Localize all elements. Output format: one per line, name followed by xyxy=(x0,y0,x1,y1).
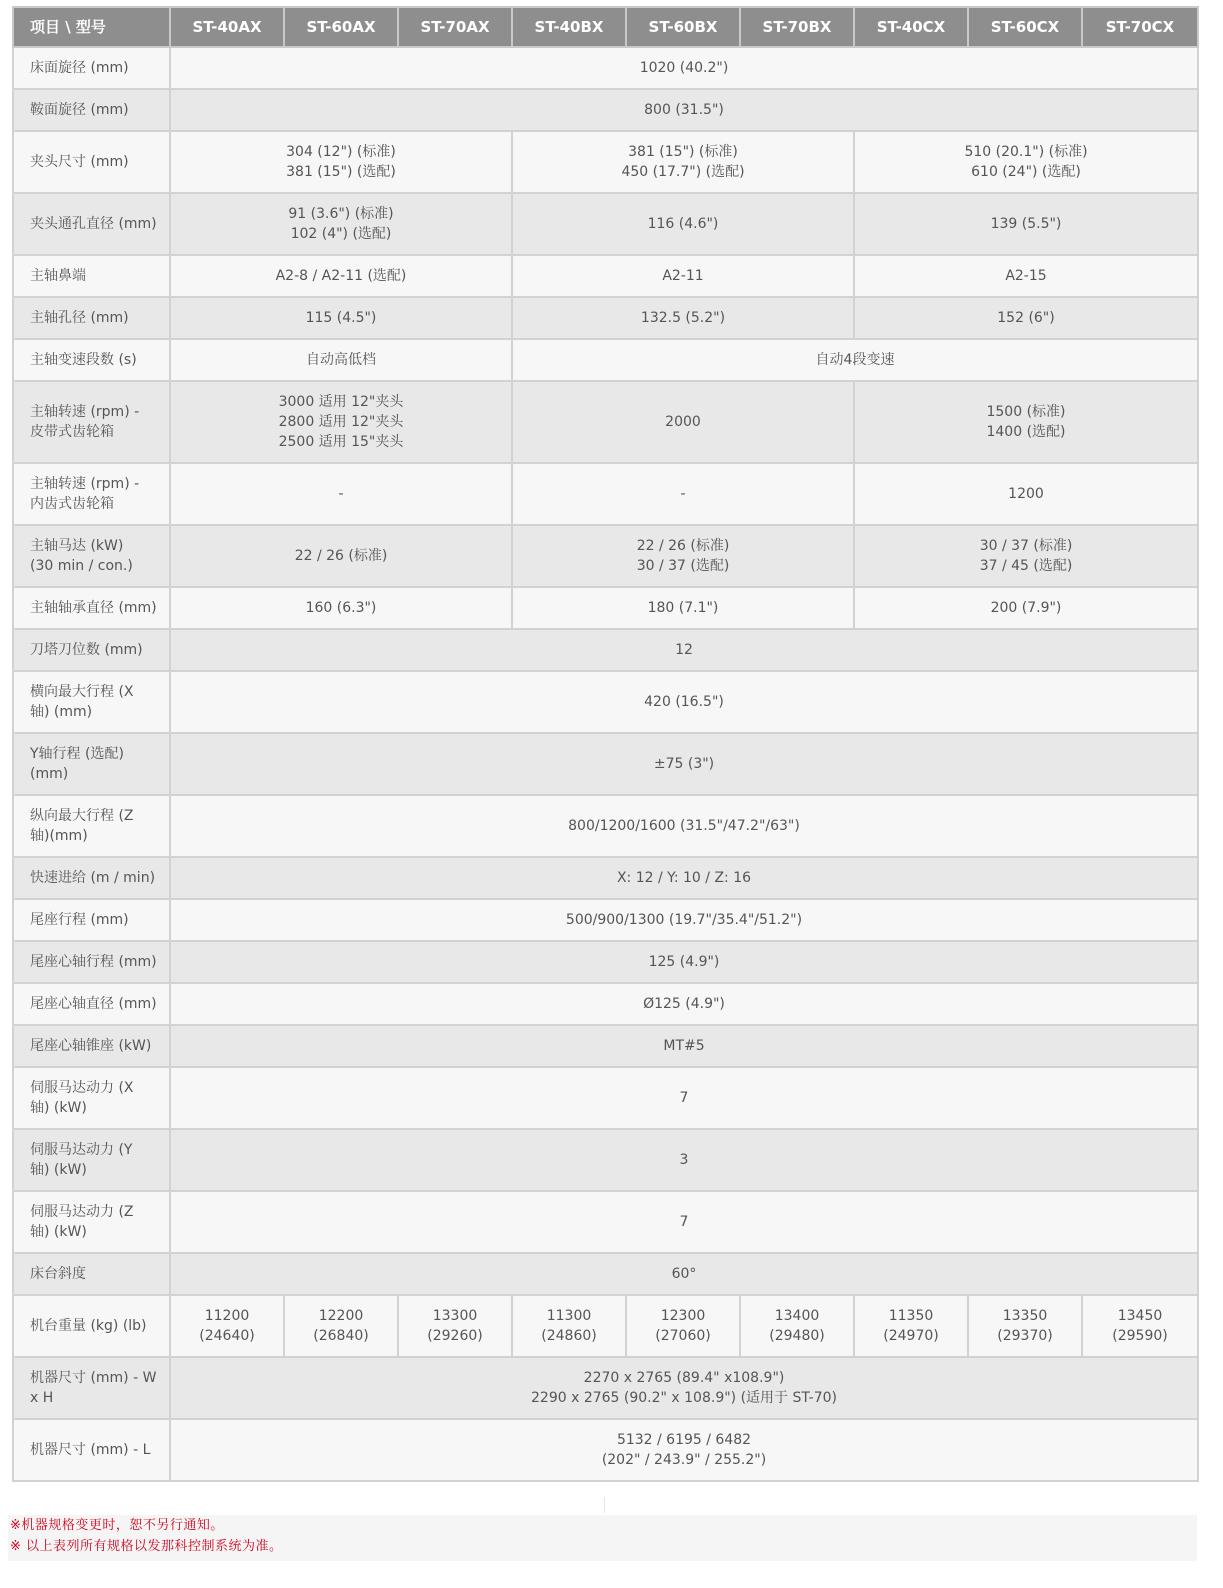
row-label-text: 主轴转速 (rpm) - 皮带式齿轮箱 xyxy=(30,404,140,440)
spec-value-cell xyxy=(170,47,1198,89)
table-row xyxy=(13,1357,1198,1419)
row-label xyxy=(13,1253,170,1295)
spec-value-text: - xyxy=(680,486,686,502)
spec-value-text: 200 (7.9") xyxy=(990,600,1062,616)
row-label-text: 伺服马达动力 (Z 轴) (kW) xyxy=(30,1204,134,1240)
corner-header: 项目 \ 型号 xyxy=(13,7,170,47)
row-label-text: 尾座心轴锥座 (kW) xyxy=(30,1038,152,1054)
spec-value-cell xyxy=(398,1295,512,1357)
spec-value-cell xyxy=(854,1295,968,1357)
spec-value-text: Ø125 (4.9") xyxy=(643,996,725,1012)
row-label xyxy=(13,131,170,193)
spec-value-cell xyxy=(968,1295,1082,1357)
spec-value-text: 13300 (29260) xyxy=(427,1308,483,1344)
spec-value-cell xyxy=(170,1419,1198,1481)
spec-value-text: MT#5 xyxy=(663,1038,705,1054)
spec-value-cell xyxy=(170,1191,1198,1253)
model-header-st-60cx: ST-60CX xyxy=(968,7,1082,47)
spec-value-cell xyxy=(170,1129,1198,1191)
spec-value-text: 800 (31.5") xyxy=(644,102,724,118)
spec-value-text: 7 xyxy=(679,1214,689,1230)
table-header xyxy=(13,7,1198,47)
model-header-st-40ax: ST-40AX xyxy=(170,7,284,47)
table-row xyxy=(13,899,1198,941)
row-label-text: 伺服马达动力 (Y 轴) (kW) xyxy=(30,1142,133,1178)
table-row xyxy=(13,89,1198,131)
spec-value-text: 510 (20.1") (标准) 610 (24") (选配) xyxy=(964,144,1088,180)
spec-value-cell xyxy=(170,795,1198,857)
spec-value-text: 500/900/1300 (19.7"/35.4"/51.2") xyxy=(565,912,803,928)
spec-value-cell xyxy=(854,463,1198,525)
spec-value-cell xyxy=(512,381,854,463)
row-label xyxy=(13,193,170,255)
table-row xyxy=(13,1253,1198,1295)
table-row xyxy=(13,795,1198,857)
spec-value-cell xyxy=(854,525,1198,587)
row-label xyxy=(13,1357,170,1419)
model-header-st-40bx: ST-40BX xyxy=(512,7,626,47)
row-label xyxy=(13,255,170,297)
spec-value-text: 30 / 37 (标准) 37 / 45 (选配) xyxy=(979,538,1073,574)
row-label-text: 尾座心轴直径 (mm) xyxy=(30,996,157,1012)
row-label xyxy=(13,671,170,733)
spec-value-cell xyxy=(170,339,512,381)
spec-value-cell xyxy=(512,463,854,525)
table-row xyxy=(13,1129,1198,1191)
row-label xyxy=(13,1191,170,1253)
row-label xyxy=(13,463,170,525)
spec-value-cell xyxy=(512,587,854,629)
spec-value-text: 800/1200/1600 (31.5"/47.2"/63") xyxy=(568,818,800,834)
row-label xyxy=(13,1129,170,1191)
spec-value-cell xyxy=(170,733,1198,795)
table-row xyxy=(13,381,1198,463)
spec-value-text: 3000 适用 12"夹头 2800 适用 12"夹头 2500 适用 15"夹头 xyxy=(278,394,404,450)
spec-value-text: 381 (15") (标准) 450 (17.7") (选配) xyxy=(621,144,745,180)
table-row xyxy=(13,463,1198,525)
spec-value-cell xyxy=(854,255,1198,297)
spec-value-cell xyxy=(512,193,854,255)
spec-value-cell xyxy=(170,525,512,587)
table-row xyxy=(13,733,1198,795)
row-label xyxy=(13,1419,170,1481)
row-label xyxy=(13,899,170,941)
table-row xyxy=(13,629,1198,671)
spec-value-cell xyxy=(170,1253,1198,1295)
row-label xyxy=(13,47,170,89)
spec-value-cell xyxy=(512,131,854,193)
row-label-text: 刀塔刀位数 (mm) xyxy=(30,642,143,658)
spec-value-text: 5132 / 6195 / 6482 (202" / 243.9" / 255.2") xyxy=(601,1432,767,1468)
spec-value-text: 116 (4.6") xyxy=(647,216,719,232)
spec-value-text: 125 (4.9") xyxy=(648,954,720,970)
table-row xyxy=(13,47,1198,89)
spec-value-text: A2-8 / A2-11 (选配) xyxy=(275,268,407,284)
spec-value-cell xyxy=(170,899,1198,941)
spec-value-text: 180 (7.1") xyxy=(647,600,719,616)
spec-value-cell xyxy=(170,297,512,339)
model-header-st-70bx: ST-70BX xyxy=(740,7,854,47)
spec-value-cell xyxy=(170,941,1198,983)
spec-value-text: 22 / 26 (标准) 30 / 37 (选配) xyxy=(636,538,730,574)
row-label-text: 床台斜度 xyxy=(30,1266,86,1282)
spec-value-text: 160 (6.3") xyxy=(305,600,377,616)
table-row xyxy=(13,255,1198,297)
spec-value-cell xyxy=(170,381,512,463)
row-label xyxy=(13,381,170,463)
spec-value-text: 13400 (29480) xyxy=(769,1308,825,1344)
row-label-text: 主轴转速 (rpm) - 内齿式齿轮箱 xyxy=(30,476,140,512)
spec-value-text: 11350 (24970) xyxy=(883,1308,939,1344)
spec-value-text: 22 / 26 (标准) xyxy=(294,548,388,564)
footnote-fanuc: ※ 以上表列所有规格以发那科控制系统为准。 xyxy=(10,1539,283,1554)
row-label-text: 机器尺寸 (mm) - L xyxy=(30,1442,151,1458)
spec-value-text: 12200 (26840) xyxy=(313,1308,369,1344)
spec-value-text: 1020 (40.2") xyxy=(639,60,729,76)
spec-value-cell xyxy=(626,1295,740,1357)
spec-value-text: 139 (5.5") xyxy=(990,216,1062,232)
spec-value-cell xyxy=(170,255,512,297)
spec-value-cell xyxy=(854,131,1198,193)
row-label xyxy=(13,1025,170,1067)
spec-table xyxy=(12,6,1199,1482)
spec-value-text: 自动高低档 xyxy=(306,352,376,368)
table-row xyxy=(13,941,1198,983)
row-label-text: 尾座心轴行程 (mm) xyxy=(30,954,157,970)
spec-value-text: X: 12 / Y: 10 / Z: 16 xyxy=(616,870,752,886)
model-header-st-70cx: ST-70CX xyxy=(1082,7,1198,47)
row-label xyxy=(13,89,170,131)
footnote-spec-change: ※机器规格变更时，恕不另行通知。 xyxy=(10,1518,224,1533)
spec-value-cell xyxy=(854,297,1198,339)
spec-value-text: 7 xyxy=(679,1090,689,1106)
row-label-text: 主轴马达 (kW) (30 min / con.) xyxy=(30,538,133,574)
spec-value-text: 1500 (标准) 1400 (选配) xyxy=(986,404,1066,440)
row-label xyxy=(13,1067,170,1129)
row-label xyxy=(13,733,170,795)
spec-value-text: ±75 (3") xyxy=(653,756,715,772)
row-label xyxy=(13,629,170,671)
spec-value-cell xyxy=(170,587,512,629)
spec-value-cell xyxy=(1082,1295,1198,1357)
table-row xyxy=(13,1025,1198,1067)
row-label-text: 机台重量 (kg) (lb) xyxy=(30,1318,147,1334)
spec-value-cell xyxy=(170,1357,1198,1419)
spec-value-text: 12 xyxy=(675,642,693,658)
row-label-text: 主轴孔径 (mm) xyxy=(30,310,129,326)
row-label-text: 主轴变速段数 (s) xyxy=(30,352,137,368)
row-label-text: 横向最大行程 (X 轴) (mm) xyxy=(30,684,134,720)
row-label xyxy=(13,525,170,587)
table-row xyxy=(13,983,1198,1025)
model-header-st-70ax: ST-70AX xyxy=(398,7,512,47)
spec-value-text: 自动4段变速 xyxy=(815,352,895,368)
spec-value-cell xyxy=(170,857,1198,899)
spec-value-text: 132.5 (5.2") xyxy=(640,310,726,326)
spec-value-cell xyxy=(170,983,1198,1025)
spec-value-cell xyxy=(170,1025,1198,1067)
spec-value-text: A2-15 xyxy=(1005,268,1047,284)
spec-table-container xyxy=(12,6,1197,1482)
spec-value-cell xyxy=(170,1295,284,1357)
spec-value-cell xyxy=(740,1295,854,1357)
table-row xyxy=(13,297,1198,339)
table-row xyxy=(13,131,1198,193)
spec-value-text: 304 (12") (标准) 381 (15") (选配) xyxy=(286,144,396,180)
table-body xyxy=(13,47,1198,1481)
row-label-text: 夹头通孔直径 (mm) xyxy=(30,216,157,232)
spec-value-text: 3 xyxy=(679,1152,689,1168)
row-label xyxy=(13,795,170,857)
spec-value-text: A2-11 xyxy=(662,268,704,284)
row-label xyxy=(13,983,170,1025)
spec-value-text: 2000 xyxy=(665,414,701,430)
row-label xyxy=(13,587,170,629)
model-header-st-60ax: ST-60AX xyxy=(284,7,398,47)
spec-value-text: 11300 (24860) xyxy=(541,1308,597,1344)
row-label-text: Y轴行程 (选配) (mm) xyxy=(30,746,124,782)
spec-value-text: 12300 (27060) xyxy=(655,1308,711,1344)
spec-value-text: - xyxy=(338,486,344,502)
spec-value-cell xyxy=(512,255,854,297)
footnotes xyxy=(8,1515,1197,1561)
spec-value-cell xyxy=(170,193,512,255)
header-row xyxy=(13,7,1198,47)
row-label-text: 机器尺寸 (mm) - W x H xyxy=(30,1370,157,1406)
row-label xyxy=(13,297,170,339)
table-row xyxy=(13,1419,1198,1481)
spec-value-cell xyxy=(170,89,1198,131)
spec-value-cell xyxy=(284,1295,398,1357)
row-label xyxy=(13,339,170,381)
spec-value-cell xyxy=(512,1295,626,1357)
row-label-text: 鞍面旋径 (mm) xyxy=(30,102,129,118)
table-row xyxy=(13,1067,1198,1129)
spec-value-text: 1200 xyxy=(1008,486,1044,502)
spec-value-cell xyxy=(170,629,1198,671)
spec-value-text: 60° xyxy=(671,1266,697,1282)
spec-value-cell xyxy=(512,339,1198,381)
spec-value-cell xyxy=(170,463,512,525)
row-label-text: 快速进给 (m / min) xyxy=(30,870,156,886)
spec-value-text: 152 (6") xyxy=(997,310,1055,326)
row-label-text: 尾座行程 (mm) xyxy=(30,912,129,928)
table-row xyxy=(13,587,1198,629)
spec-value-cell xyxy=(854,193,1198,255)
spec-value-cell xyxy=(854,381,1198,463)
spec-value-text: 91 (3.6") (标准) 102 (4") (选配) xyxy=(288,206,394,242)
spec-value-cell xyxy=(170,131,512,193)
table-row xyxy=(13,857,1198,899)
row-label-text: 床面旋径 (mm) xyxy=(30,60,129,76)
table-row xyxy=(13,525,1198,587)
spec-value-text: 420 (16.5") xyxy=(644,694,724,710)
model-header-st-60bx: ST-60BX xyxy=(626,7,740,47)
row-label-text: 主轴轴承直径 (mm) xyxy=(30,600,157,616)
row-label xyxy=(13,941,170,983)
table-row xyxy=(13,193,1198,255)
row-label-text: 主轴鼻端 xyxy=(30,268,86,284)
row-label xyxy=(13,1295,170,1357)
table-row xyxy=(13,1295,1198,1357)
spec-value-cell xyxy=(854,587,1198,629)
table-row xyxy=(13,671,1198,733)
spec-value-text: 2270 x 2765 (89.4" x108.9") 2290 x 2765 (90.2" x 108.9") (适用于 ST-70) xyxy=(531,1370,837,1406)
spec-value-cell xyxy=(512,297,854,339)
model-header-st-40cx: ST-40CX xyxy=(854,7,968,47)
spec-value-text: 13450 (29590) xyxy=(1112,1308,1168,1344)
divider xyxy=(604,1497,605,1513)
spec-value-text: 115 (4.5") xyxy=(305,310,377,326)
table-row xyxy=(13,339,1198,381)
spec-value-cell xyxy=(170,1067,1198,1129)
spec-value-cell xyxy=(512,525,854,587)
row-label-text: 伺服马达动力 (X 轴) (kW) xyxy=(30,1080,134,1116)
row-label-text: 夹头尺寸 (mm) xyxy=(30,154,129,170)
table-row xyxy=(13,1191,1198,1253)
spec-value-text: 13350 (29370) xyxy=(997,1308,1053,1344)
row-label-text: 纵向最大行程 (Z 轴)(mm) xyxy=(30,808,134,844)
row-label xyxy=(13,857,170,899)
spec-value-cell xyxy=(170,671,1198,733)
spec-value-text: 11200 (24640) xyxy=(199,1308,255,1344)
